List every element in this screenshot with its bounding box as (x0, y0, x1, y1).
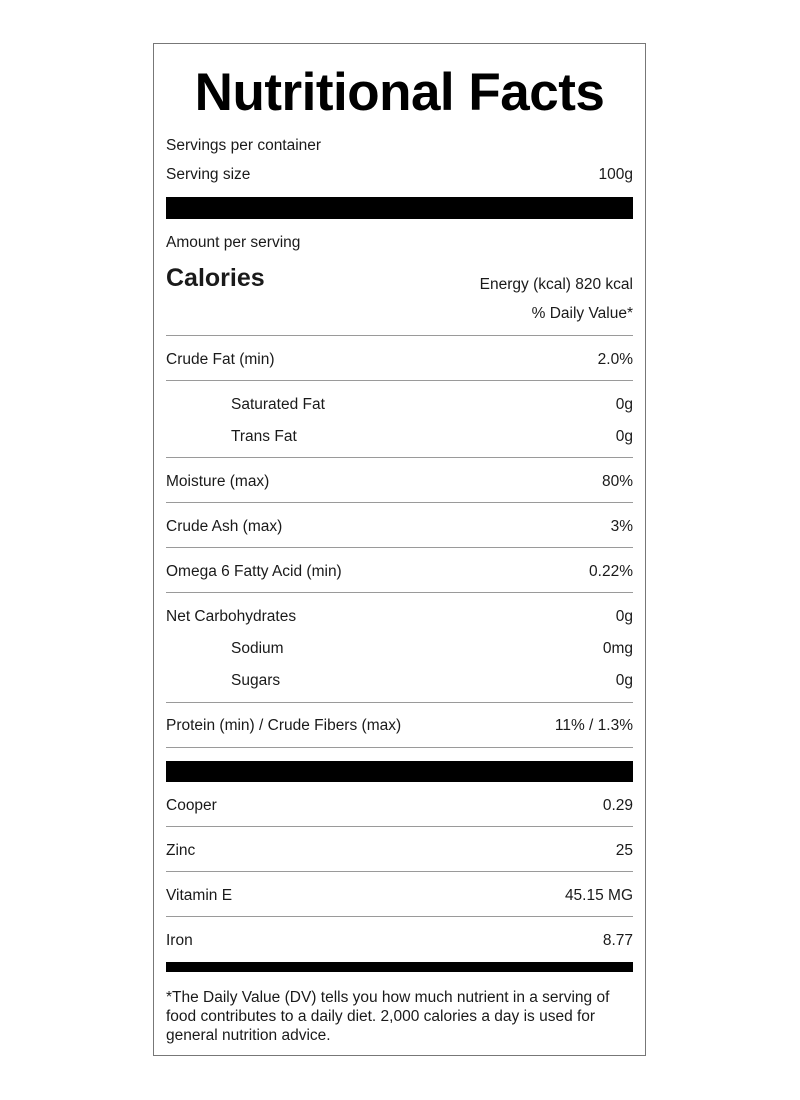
nutrient-label: Net Carbohydrates (166, 608, 297, 625)
nutrient-row (166, 519, 633, 535)
nutrient-row (231, 429, 633, 445)
mineral-value: 25 (615, 842, 633, 859)
nutrient-label: Trans Fat (231, 428, 297, 445)
divider (166, 747, 633, 748)
nutrient-row (231, 641, 633, 657)
mineral-label: Iron (166, 932, 193, 949)
divider (166, 380, 633, 381)
nutrient-row (166, 474, 633, 490)
nutrient-value: 3% (610, 518, 633, 535)
label-title: Nutritional Facts (194, 63, 605, 122)
calories-heading: Calories (166, 264, 265, 292)
divider (166, 871, 633, 872)
divider (166, 547, 633, 548)
amount-per-serving: Amount per serving (166, 234, 301, 251)
daily-value-header: % Daily Value* (531, 305, 633, 322)
energy-value: Energy (kcal) 820 kcal (479, 276, 633, 293)
serving-size-label: Serving size (166, 166, 251, 183)
nutrient-value: 80% (601, 473, 633, 490)
nutrient-row (166, 352, 633, 368)
nutrient-label: Protein (min) / Crude Fibers (max) (166, 717, 402, 734)
divider (166, 457, 633, 458)
nutrient-label: Moisture (max) (166, 473, 270, 490)
nutrient-label: Sodium (231, 640, 284, 657)
mineral-row (166, 843, 633, 859)
mineral-label: Cooper (166, 797, 217, 814)
nutrient-value: 0.22% (589, 563, 633, 580)
daily-value-footnote: *The Daily Value (DV) tells you how much nutrient in a serving of food contributes to a daily diet. 2,000 calories a day is used for general nutrition advice. (166, 989, 610, 1044)
thick-divider-middle (166, 761, 633, 782)
nutrient-value: 0g (615, 672, 633, 689)
nutrient-value: 0g (615, 396, 633, 413)
mineral-value: 8.77 (602, 932, 633, 949)
mineral-value: 45.15 MG (564, 887, 633, 904)
nutrient-value: 2.0% (597, 351, 633, 368)
divider (166, 335, 633, 336)
divider (166, 502, 633, 503)
serving-size-value: 100g (598, 166, 633, 183)
nutrient-row (166, 564, 633, 580)
divider (166, 916, 633, 917)
nutrient-label: Sugars (231, 672, 281, 689)
nutrient-row (166, 609, 633, 625)
nutrient-label: Omega 6 Fatty Acid (min) (166, 563, 342, 580)
nutrition-facts-label (153, 43, 646, 1056)
thick-divider-bottom (166, 962, 633, 972)
mineral-label: Vitamin E (166, 887, 233, 904)
mineral-row (166, 888, 633, 904)
mineral-row (166, 798, 633, 814)
servings-per-container: Servings per container (166, 137, 322, 154)
nutrient-row (231, 397, 633, 413)
nutrient-row (231, 673, 633, 689)
nutrient-label: Saturated Fat (231, 396, 325, 413)
mineral-value: 0.29 (602, 797, 633, 814)
nutrient-label: Crude Fat (min) (166, 351, 275, 368)
divider (166, 702, 633, 703)
mineral-row (166, 933, 633, 949)
nutrient-value: 0g (615, 608, 633, 625)
nutrient-value: 0mg (602, 640, 633, 657)
divider (166, 826, 633, 827)
nutrient-label: Crude Ash (max) (166, 518, 283, 535)
nutrient-value: 11% / 1.3% (554, 717, 633, 734)
nutrient-row (166, 718, 633, 734)
divider (166, 592, 633, 593)
serving-size-row (166, 167, 633, 183)
mineral-label: Zinc (166, 842, 196, 859)
thick-divider-top (166, 197, 633, 219)
nutrient-value: 0g (615, 428, 633, 445)
